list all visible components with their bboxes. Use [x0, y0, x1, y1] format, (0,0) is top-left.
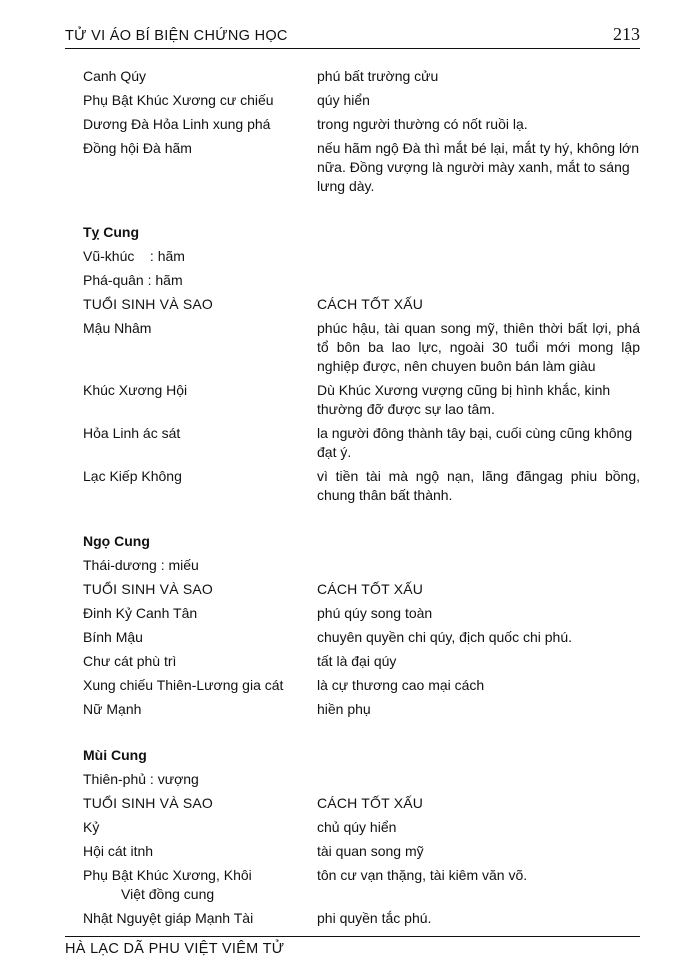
- row-label: Nữ Mạnh: [83, 701, 142, 717]
- row-label-line2: Việt đồng cung: [121, 886, 215, 902]
- column-header-left: TUỔI SINH VÀ SAO: [83, 581, 213, 597]
- column-header-right: CÁCH TỐT XẤU: [317, 581, 424, 597]
- page-content: [83, 67, 640, 928]
- row-label: Chư cát phù trì: [83, 653, 177, 669]
- row-description: vì tiền tài mà ngộ nạn, lãng đãngag phiu bồng, chung thân bất thành.: [317, 468, 640, 503]
- row-label: Canh Qúy: [83, 68, 147, 84]
- row-description: là cự thương cao mại cách: [317, 677, 485, 693]
- section-heading: Mùi Cung: [83, 747, 147, 763]
- table-row: [83, 91, 640, 110]
- section-ngo-cung: [83, 532, 640, 719]
- row-label: Bính Mậu: [83, 629, 143, 645]
- column-header-left: TUỔI SINH VÀ SAO: [83, 296, 213, 312]
- table-row: [83, 467, 640, 505]
- row-description: tất là đại qúy: [317, 653, 397, 669]
- table-row: [83, 909, 640, 928]
- row-label: [83, 866, 317, 904]
- row-label: Xung chiếu Thiên-Lương gia cát: [83, 677, 284, 693]
- row-description: phi quyền tắc phú.: [317, 910, 432, 926]
- column-header-row: [83, 580, 640, 599]
- row-label: Mậu Nhâm: [83, 320, 152, 336]
- row-description: phúc hậu, tài quan song mỹ, thiên thời bất lợi, phá tổ bôn ba lao lực, ngoài 30 tuổi mới mong lập nghiệp được, nên chuyen buôn bán làm giàu: [317, 320, 640, 374]
- intro-rows: [83, 67, 640, 196]
- table-row: [83, 866, 640, 904]
- table-row: [83, 139, 640, 196]
- section-mui-cung: [83, 746, 640, 928]
- row-label-line1: Phụ Bật Khúc Xương, Khôi: [83, 867, 252, 883]
- table-row: [83, 67, 640, 86]
- star-status-line: Thiên-phủ : vượng: [83, 771, 199, 787]
- row-label: Nhật Nguyệt giáp Mạnh Tài: [83, 910, 254, 926]
- column-header-row: [83, 794, 640, 813]
- row-label: Đồng hội Đà hãm: [83, 140, 192, 156]
- table-row: [83, 424, 640, 462]
- table-row: [83, 700, 640, 719]
- section-heading: Ngọ Cung: [83, 533, 150, 549]
- star-status-line: Thái-dương : miếu: [83, 557, 199, 573]
- star-status-line: Vũ-khúc : hãm: [83, 248, 185, 264]
- table-row: [83, 381, 640, 419]
- row-label: Khúc Xương Hội: [83, 382, 188, 398]
- row-description: chuyên quyền chi qúy, địch quốc chi phú.: [317, 629, 573, 645]
- row-description: tài quan song mỹ: [317, 843, 424, 859]
- header-rule: [65, 48, 640, 49]
- row-label: Phụ Bật Khúc Xương cư chiếu: [83, 92, 274, 108]
- row-label: Lạc Kiếp Không: [83, 468, 182, 484]
- row-description: phú qúy song toàn: [317, 605, 433, 621]
- row-label: Dương Đà Hỏa Linh xung phá: [83, 116, 271, 132]
- section-ty-cung: [83, 223, 640, 505]
- row-description: tôn cư vạn thặng, tài kiêm văn võ.: [317, 867, 528, 883]
- table-row: [83, 115, 640, 134]
- table-row: [83, 652, 640, 671]
- column-header-row: [83, 295, 640, 314]
- row-label: Hỏa Linh ác sát: [83, 425, 181, 441]
- row-description: phú bất trường cửu: [317, 68, 439, 84]
- row-description: chủ qúy hiển: [317, 819, 397, 835]
- row-description: trong người thường có nốt ruồi lạ.: [317, 116, 528, 132]
- row-description: Dù Khúc Xương vượng cũng bị hình khắc, kinh thường đỡ được sự lao tâm.: [317, 382, 611, 417]
- column-header-left: TUỔI SINH VÀ SAO: [83, 795, 213, 811]
- row-label: Hội cát itnh: [83, 843, 154, 859]
- row-label: Đinh Kỷ Canh Tân: [83, 605, 198, 621]
- row-label: Kỷ: [83, 819, 100, 835]
- table-row: [83, 676, 640, 695]
- page-header: [65, 25, 640, 46]
- page-footer: [65, 936, 640, 959]
- footer-rule: [65, 936, 640, 937]
- row-description: qúy hiển: [317, 92, 370, 108]
- row-description: la người đông thành tây bại, cuối cùng cũng không đạt ý.: [317, 425, 633, 460]
- row-description: nếu hãm ngộ Đà thì mắt bé lại, mắt ty hý, không lớn nữa. Đồng vượng là người mày xanh, mắt to sáng lưng dày.: [317, 140, 640, 194]
- column-header-right: CÁCH TỐT XẤU: [317, 296, 424, 312]
- table-row: [83, 842, 640, 861]
- table-row: [83, 319, 640, 376]
- section-heading: Tỵ Cung: [83, 224, 139, 240]
- table-row: [83, 818, 640, 837]
- row-description: hiền phụ: [317, 701, 371, 717]
- footer-author-line: HÀ LẠC DÃ PHU VIỆT VIÊM TỬ: [65, 941, 285, 957]
- table-row: [83, 628, 640, 647]
- column-header-right: CÁCH TỐT XẤU: [317, 795, 424, 811]
- star-status-line: Phá-quân : hãm: [83, 272, 183, 288]
- running-header-title: TỬ VI ÁO BÍ BIỆN CHỨNG HỌC: [65, 28, 288, 44]
- page-number: 213: [613, 24, 640, 44]
- table-row: [83, 604, 640, 623]
